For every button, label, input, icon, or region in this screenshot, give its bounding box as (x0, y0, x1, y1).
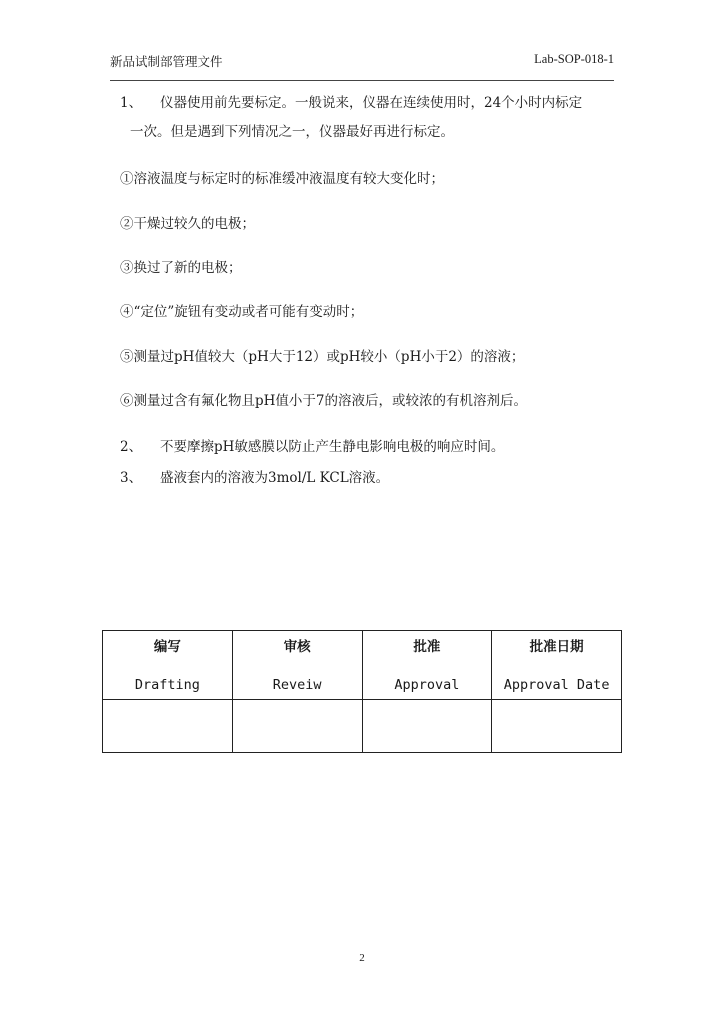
approval-date-cell (492, 700, 622, 753)
item-3-text: 盛液套内的溶液为3mol/L KCL溶液。 (160, 470, 390, 486)
approval-header (362, 631, 492, 700)
drafting-header (103, 631, 233, 700)
page-number: 2 (359, 952, 365, 964)
signature-header-row (103, 631, 622, 700)
drafting-cn-label: 编写 (153, 639, 181, 655)
condition-3: ③换过了新的电极； (120, 260, 242, 276)
approval-cn-label: 批准 (413, 639, 441, 655)
approval-signature-cell (362, 700, 492, 753)
item-2-text: 不要摩擦pH敏感膜以防止产生静电影响电极的响应时间。 (160, 439, 505, 455)
item-3 (120, 466, 389, 486)
item-1 (120, 89, 616, 147)
signature-table (102, 630, 622, 753)
review-en-label: Reveiw (272, 677, 322, 693)
header-department: 新品试制部管理文件 (110, 54, 223, 69)
header-doc-code: Lab-SOP-018-1 (534, 52, 614, 66)
item-3-number: 3、 (120, 470, 143, 486)
condition-2: ②干燥过较久的电极； (120, 216, 255, 232)
review-header (232, 631, 362, 700)
header-divider (110, 80, 614, 81)
approval-en-label: Approval (394, 677, 460, 693)
drafting-signature-cell (103, 700, 233, 753)
approval-date-header (492, 631, 622, 700)
item-1-text-2: 一次。但是遇到下列情况之一，仪器最好再进行标定。 (130, 124, 454, 140)
condition-5: ⑤测量过pH值较大（pH大于12）或pH较小（pH小于2）的溶液； (120, 349, 525, 365)
item-2-number: 2、 (120, 439, 143, 455)
review-cn-label: 审核 (283, 639, 311, 655)
condition-6: ⑥测量过含有氟化物且pH值小于7的溶液后，或较浓的有机溶剂后。 (120, 393, 528, 409)
drafting-en-label: Drafting (134, 677, 200, 693)
approval-date-en-label: Approval Date (503, 677, 610, 693)
item-1-line-1 (120, 89, 616, 118)
item-2 (120, 435, 504, 455)
review-signature-cell (232, 700, 362, 753)
signature-entry-row (103, 700, 622, 753)
page-header (110, 52, 614, 72)
condition-1: ①溶液温度与标定时的标准缓冲液温度有较大变化时； (120, 171, 444, 187)
condition-4: ④“定位”旋钮有变动或者可能有变动时； (120, 304, 364, 320)
item-1-text-1: 仪器使用前先要标定。一般说来，仪器在连续使用时，24个小时内标定 (160, 95, 583, 111)
approval-date-cn-label: 批准日期 (529, 639, 584, 655)
item-1-number: 1、 (120, 95, 143, 111)
